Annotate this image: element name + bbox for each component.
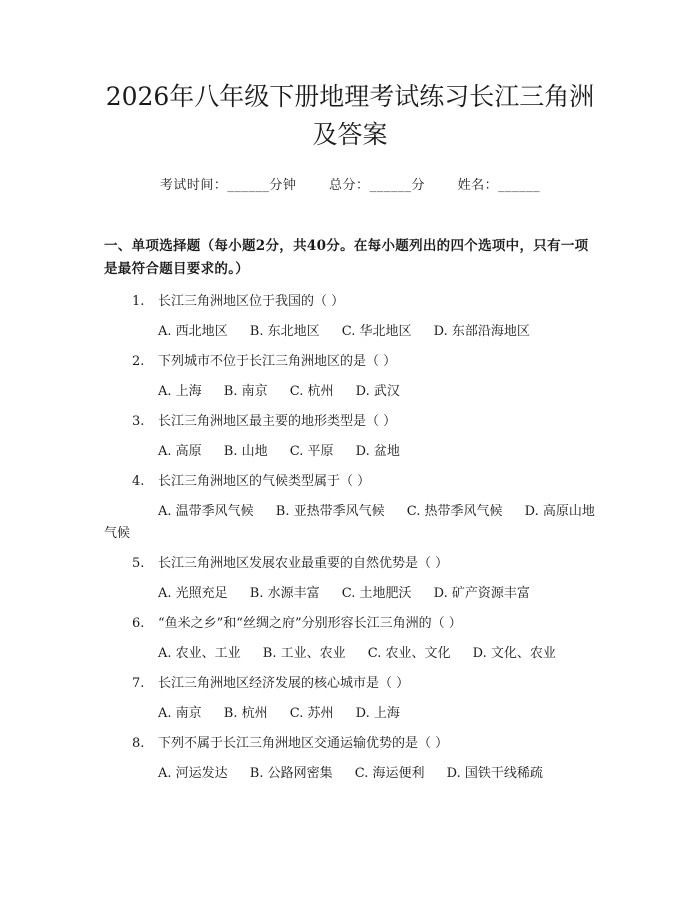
question-4	[104, 471, 596, 493]
section-1-heading: 一、单项选择题（每小题2分，共40分。在每小题列出的四个选项中，只有一项是最符合题目要求的。）	[104, 238, 589, 277]
option-b: B. 杭州	[223, 706, 268, 721]
option-c: C. 农业、文化	[367, 646, 451, 661]
question-8	[104, 733, 596, 755]
option-d: D. 高原山地气候	[104, 504, 595, 541]
option-c: C. 苏州	[289, 706, 334, 721]
question-4-options	[104, 501, 596, 545]
question-1-options	[104, 321, 596, 343]
student-name-label: 姓名：______	[457, 178, 541, 193]
question-3-options	[104, 441, 596, 463]
document-title	[104, 78, 596, 154]
total-score-label: 总分：______分	[328, 178, 425, 193]
option-c: C. 海运便利	[354, 766, 425, 781]
option-d: D. 国铁干线稀疏	[446, 766, 543, 781]
question-text: 长江三角洲地区的气候类型属于（ ）	[158, 474, 371, 489]
title-line-1: 2026年八年级下册地理考试练习长江三角洲	[105, 82, 595, 111]
question-number: 6.	[132, 616, 145, 631]
option-a: A. 河运发达	[158, 766, 228, 781]
question-number: 1.	[132, 294, 145, 309]
option-b: B. 水源丰富	[249, 586, 320, 601]
question-number: 7.	[132, 676, 145, 691]
question-7-options	[104, 703, 596, 725]
option-d: D. 文化、农业	[472, 646, 556, 661]
question-text: 长江三角洲地区经济发展的核心城市是（ ）	[158, 676, 410, 691]
question-number: 5.	[132, 556, 145, 571]
question-6	[104, 613, 596, 635]
option-a: A. 光照充足	[158, 586, 228, 601]
question-number: 4.	[132, 474, 145, 489]
question-text: 长江三角洲地区发展农业最重要的自然优势是（ ）	[158, 556, 449, 571]
option-a: A. 农业、工业	[158, 646, 241, 661]
option-a: A. 温带季风气候	[158, 504, 254, 519]
question-number: 3.	[132, 414, 145, 429]
option-b: B. 南京	[223, 384, 268, 399]
question-text: 长江三角洲地区位于我国的（ ）	[158, 294, 345, 309]
exam-info	[104, 174, 596, 193]
option-d: D. 矿产资源丰富	[433, 586, 530, 601]
option-c: C. 平原	[289, 444, 334, 459]
option-b: B. 山地	[223, 444, 268, 459]
question-number: 8.	[132, 736, 145, 751]
question-1	[104, 291, 596, 313]
question-6-options	[104, 643, 596, 665]
option-b: B. 公路网密集	[249, 766, 333, 781]
option-d: D. 东部沿海地区	[433, 324, 530, 339]
question-7	[104, 673, 596, 695]
option-d: D. 盆地	[355, 444, 400, 459]
option-b: B. 亚热带季风气候	[275, 504, 385, 519]
question-list	[104, 291, 596, 785]
option-b: B. 工业、农业	[262, 646, 346, 661]
option-b: B. 东北地区	[249, 324, 320, 339]
question-5	[104, 553, 596, 575]
option-a: A. 西北地区	[158, 324, 228, 339]
option-a: A. 南京	[158, 706, 202, 721]
option-c: C. 土地肥沃	[341, 586, 412, 601]
question-number: 2.	[132, 354, 145, 369]
option-c: C. 杭州	[289, 384, 334, 399]
exam-time-label: 考试时间：______分钟	[159, 178, 297, 193]
question-2	[104, 351, 596, 373]
question-3	[104, 411, 596, 433]
question-2-options	[104, 381, 596, 403]
option-c: C. 华北地区	[341, 324, 412, 339]
question-8-options	[104, 763, 596, 785]
option-a: A. 高原	[158, 444, 202, 459]
question-text: 下列不属于长江三角洲地区交通运输优势的是（ ）	[158, 736, 449, 751]
question-5-options	[104, 583, 596, 605]
option-d: D. 上海	[355, 706, 400, 721]
title-line-2: 及答案	[312, 120, 388, 149]
question-text: 下列城市不位于长江三角洲地区的是（ ）	[158, 354, 397, 369]
option-a: A. 上海	[158, 384, 202, 399]
question-text: “鱼米之乡”和“丝绸之府”分别形容长江三角洲的（ ）	[158, 616, 462, 631]
option-c: C. 热带季风气候	[406, 504, 503, 519]
option-d: D. 武汉	[355, 384, 400, 399]
question-text: 长江三角洲地区最主要的地形类型是（ ）	[158, 414, 397, 429]
